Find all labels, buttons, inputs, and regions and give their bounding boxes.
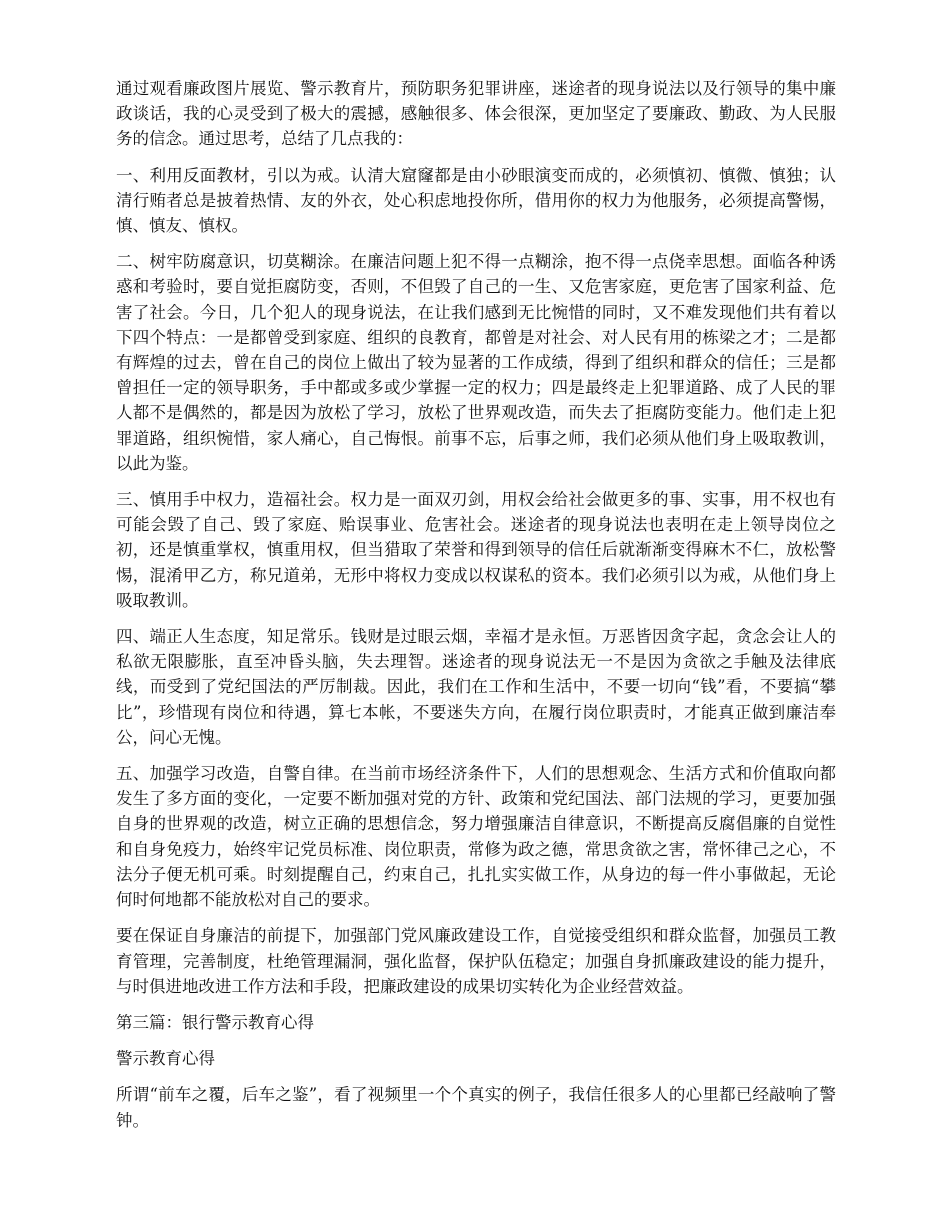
section-heading: 第三篇：银行警示教育心得 bbox=[116, 1012, 314, 1032]
section-subheading: 警示教育心得 bbox=[116, 1049, 215, 1069]
point-five-paragraph: 五、加强学习改造，自警自律。在当前市场经济条件下，人们的思想观念、生活方式和价值取向都发生了多方面的变化，一定要不断加强对党的方针、政策和党纪国法、部门法规的学习，更要加强自身的世界观的改造，树立正确的思想信念，努力增强廉洁自律意识，不断提高反腐倡廉的自觉性和自身免疫力，始终牢记党员标准、岗位职责，常修为政之德，常思贪欲之害，常怀律己之心，不法分子便无机可乘。时刻提醒自己，约束自己，扎扎实实做工作，从身边的每一件小事做起，无论何时何地都不能放松对自己的要求。 bbox=[116, 764, 836, 910]
intro-paragraph: 通过观看廉政图片展览、警示教育片，预防职务犯罪讲座，迷途者的现身说法以及行领导的集中廉政谈话，我的心灵受到了极大的震撼，感触很多、体会很深，更加坚定了要廉政、勤政、为人民服务的信念。通过思考，总结了几点我的： bbox=[116, 79, 836, 149]
point-four-paragraph: 四、端正人生态度，知足常乐。钱财是过眼云烟，幸福才是永恒。万恶皆因贪字起，贪念会让人的私欲无限膨胀，直至冲昏头脑，失去理智。迷途者的现身说法无一不是因为贪欲之手触及法律底线，而受到了党纪国法的严厉制裁。因此，我们在工作和生活中，不要一切向“钱”看，不要搞“攀比”，珍惜现有岗位和待遇，算七本帐，不要迷失方向，在履行岗位职责时，才能真正做到廉洁奉公，问心无愧。 bbox=[116, 627, 836, 747]
point-two-paragraph: 二、树牢防腐意识，切莫糊涂。在廉洁问题上犯不得一点糊涂，抱不得一点侥幸思想。面临各种诱惑和考验时，要自觉拒腐防变，否则，不但毁了自己的一生、又危害家庭，更危害了国家利益、危害了社会。今日，几个犯人的现身说法，在让我们感到无比惋惜的同时，又不难发现他们共有着以下四个特点：一是都曾受到家庭、组织的良教育，都曾是对社会、对人民有用的栋梁之才；二是都有辉煌的过去，曾在自己的岗位上做出了较为显著的工作成绩，得到了组织和群众的信任；三是都曾担任一定的领导职务，手中都或多或少掌握一定的权力；四是最终走上犯罪道路、成了人民的罪人都不是偶然的，都是因为放松了学习，放松了世界观改造，而失去了拒腐防变能力。他们走上犯罪道路，组织惋惜，家人痛心，自己悔恨。前事不忘，后事之师，我们必须从他们身上吸取教训，以此为鉴。 bbox=[116, 252, 836, 473]
point-one-paragraph: 一、利用反面教材，引以为戒。认清大窟窿都是由小砂眼演变而成的，必须慎初、慎微、慎独；认清行贿者总是披着热情、友的外衣，处心积虑地投你所，借用你的权力为他服务，必须提高警惕，慎、慎友、慎权。 bbox=[116, 165, 836, 236]
conclusion-paragraph: 要在保证自身廉洁的前提下，加强部门党风廉政建设工作，自觉接受组织和群众监督，加强员工教育管理，完善制度，杜绝管理漏洞，强化监督，保护队伍稳定；加强自身抓廉政建设的能力提升，与时俱进地改进工作方法和手段，把廉政建设的成果切实转化为企业经营效益。 bbox=[116, 926, 836, 996]
point-three-paragraph: 三、慎用手中权力，造福社会。权力是一面双刃剑，用权会给社会做更多的事、实事，用不权也有可能会毁了自己、毁了家庭、贻误事业、危害社会。迷途者的现身说法也表明在走上领导岗位之初，还是慎重掌权，慎重用权，但当猎取了荣誉和得到领导的信任后就渐渐变得麻木不仁，放松警惕，混淆甲乙方，称兄道弟，无形中将权力变成以权谋私的资本。我们必须引以为戒，从他们身上吸取教训。 bbox=[116, 490, 836, 610]
document-page bbox=[116, 76, 836, 1144]
closing-paragraph: 所谓“前车之覆，后车之鉴”，看了视频里一个个真实的例子，我信任很多人的心里都已经敲响了警钟。 bbox=[116, 1085, 836, 1130]
